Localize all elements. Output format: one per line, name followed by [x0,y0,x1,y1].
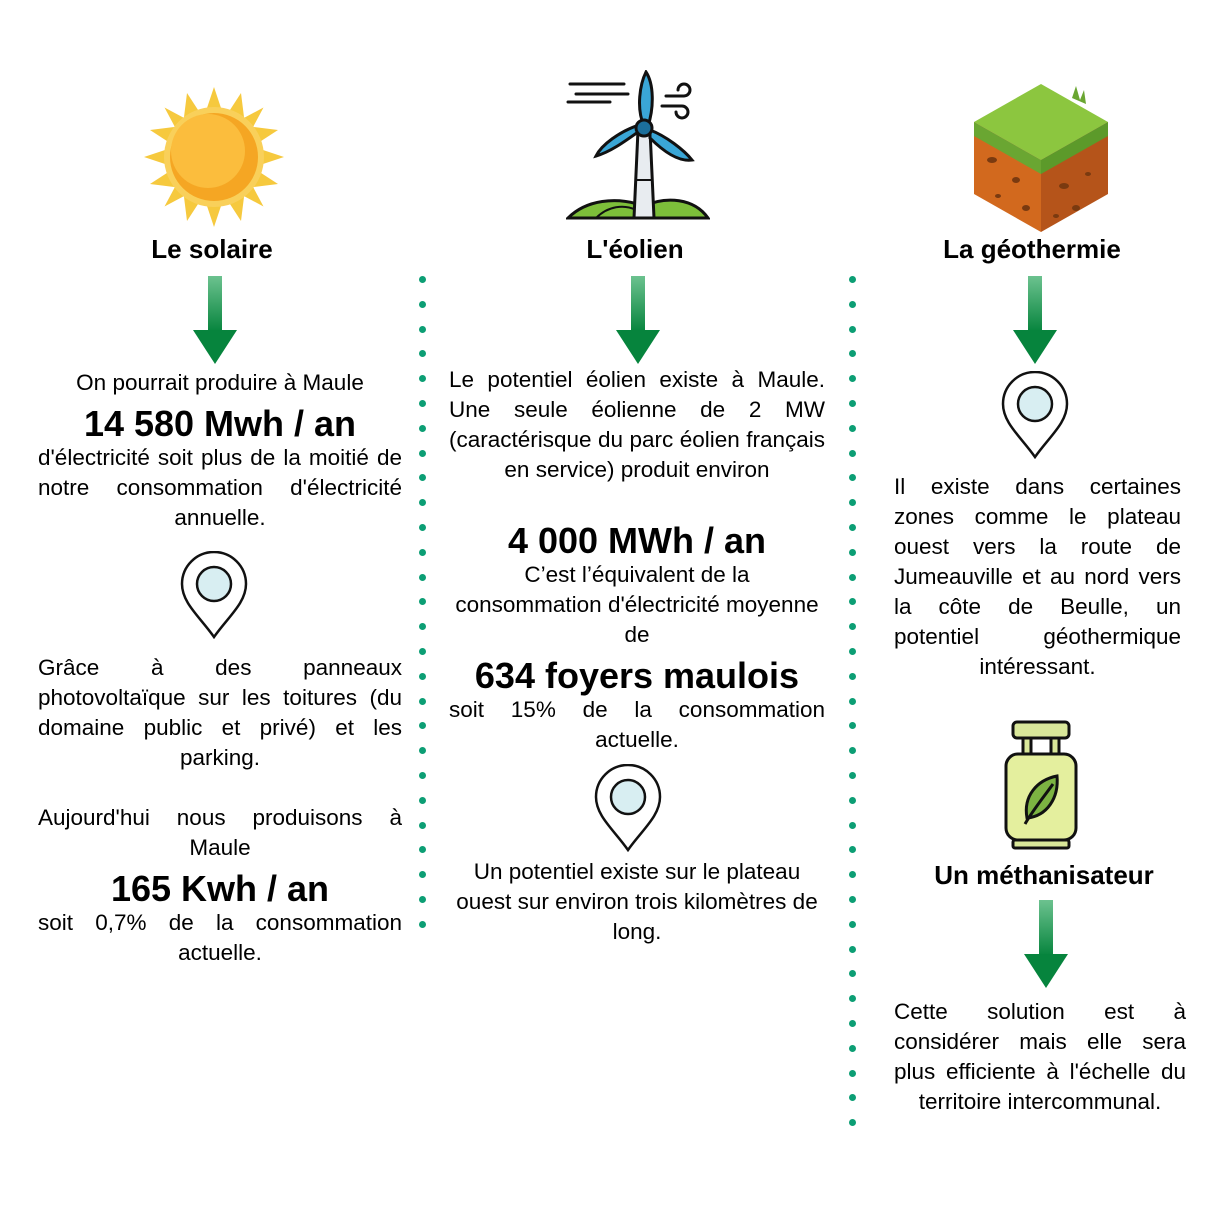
wind-title: L'éolien [586,234,684,264]
divider-dot [849,1119,856,1126]
divider-dot [849,921,856,928]
divider-dot [849,822,856,829]
down-arrow-icon [1024,900,1068,990]
gas-bottle-leaf-icon [1003,720,1079,850]
divider-dot [419,772,426,779]
divider-dot [419,846,426,853]
divider-dot [419,797,426,804]
divider-dot [419,425,426,432]
divider-dot [849,1020,856,1027]
divider-dot [849,623,856,630]
location-pin-icon [180,551,248,639]
divider-dot [419,598,426,605]
geo-text-1: Il existe dans certaines zones comme le plateau ouest vers la route de Jumeauville et au nord vers la côte de Beulle, un potentiel géothermique intéressant. [894,474,1181,679]
divider-dot [849,524,856,531]
divider-dot [849,375,856,382]
wind-text-4: Un potentiel existe sur le plateau ouest sur environ trois kilomètres de long. [456,859,818,944]
divider-dot [849,425,856,432]
metha-title: Un méthanisateur [934,860,1154,890]
dotted-divider-left [419,276,427,926]
wind-stat-2: 634 foyers maulois [474,655,800,696]
down-arrow-icon [193,276,237,366]
divider-dot [849,896,856,903]
divider-dot [419,574,426,581]
divider-dot [849,350,856,357]
divider-dot [419,276,426,283]
divider-dot [849,474,856,481]
divider-dot [419,896,426,903]
solar-text-1: On pourrait produire à Maule [76,370,364,395]
divider-dot [419,400,426,407]
divider-dot [849,648,856,655]
divider-dot [849,673,856,680]
divider-dot [419,549,426,556]
wind-text-2: C’est l’équivalent de la consommation d'électricité moyenne de [455,562,819,647]
divider-dot [849,1045,856,1052]
divider-dot [419,474,426,481]
divider-dot [419,747,426,754]
divider-dot [419,698,426,705]
wind-text-1: Le potentiel éolien existe à Maule. Une seule éolienne de 2 MW (caractérisque du parc éolien français en service) produit environ [449,367,825,482]
divider-dot [419,921,426,928]
divider-dot [849,1070,856,1077]
divider-dot [849,970,856,977]
divider-dot [849,747,856,754]
divider-dot [849,797,856,804]
divider-dot [419,350,426,357]
divider-dot [419,524,426,531]
divider-dot [419,722,426,729]
divider-dot [849,326,856,333]
divider-dot [419,326,426,333]
divider-dot [849,946,856,953]
divider-dot [849,871,856,878]
down-arrow-icon [616,276,660,366]
solar-title: Le solaire [151,234,273,264]
geo-title: La géothermie [943,234,1121,264]
solar-text-2: d'électricité soit plus de la moitié de notre consommation d'électricité annuelle. [38,445,402,530]
solar-stat-2: 165 Kwh / an [110,868,330,909]
wind-turbine-icon [566,70,710,222]
solar-stat-1: 14 580 Mwh / an [83,403,357,444]
divider-dot [849,574,856,581]
metha-text-1: Cette solution est à considérer mais elle sera plus efficiente à l'échelle du territoire intercommunal. [894,999,1186,1114]
down-arrow-icon [1013,276,1057,366]
divider-dot [849,276,856,283]
divider-dot [419,648,426,655]
divider-dot [849,1094,856,1101]
wind-stat-1: 4 000 MWh / an [507,520,767,561]
wind-text-3: soit 15% de la consommation actuelle. [449,697,825,752]
divider-dot [419,871,426,878]
solar-text-4: Aujourd'hui nous produisons à Maule [38,805,402,860]
divider-dot [419,301,426,308]
divider-dot [849,400,856,407]
sun-icon [142,85,286,229]
solar-text-5: soit 0,7% de la consommation actuelle. [38,910,402,965]
divider-dot [849,499,856,506]
divider-dot [849,598,856,605]
divider-dot [849,301,856,308]
divider-dot [419,623,426,630]
dotted-divider-right [849,276,857,1126]
location-pin-icon [594,764,662,852]
divider-dot [419,822,426,829]
divider-dot [849,846,856,853]
divider-dot [849,722,856,729]
location-pin-icon [1001,371,1069,459]
divider-dot [849,698,856,705]
divider-dot [419,673,426,680]
divider-dot [849,995,856,1002]
divider-dot [419,375,426,382]
divider-dot [849,549,856,556]
solar-text-3: Grâce à des panneaux photovoltaïque sur les toitures (du domaine public et privé) et les parking. [38,655,402,770]
soil-cube-icon [972,82,1110,234]
divider-dot [419,450,426,457]
divider-dot [849,450,856,457]
divider-dot [849,772,856,779]
divider-dot [419,499,426,506]
